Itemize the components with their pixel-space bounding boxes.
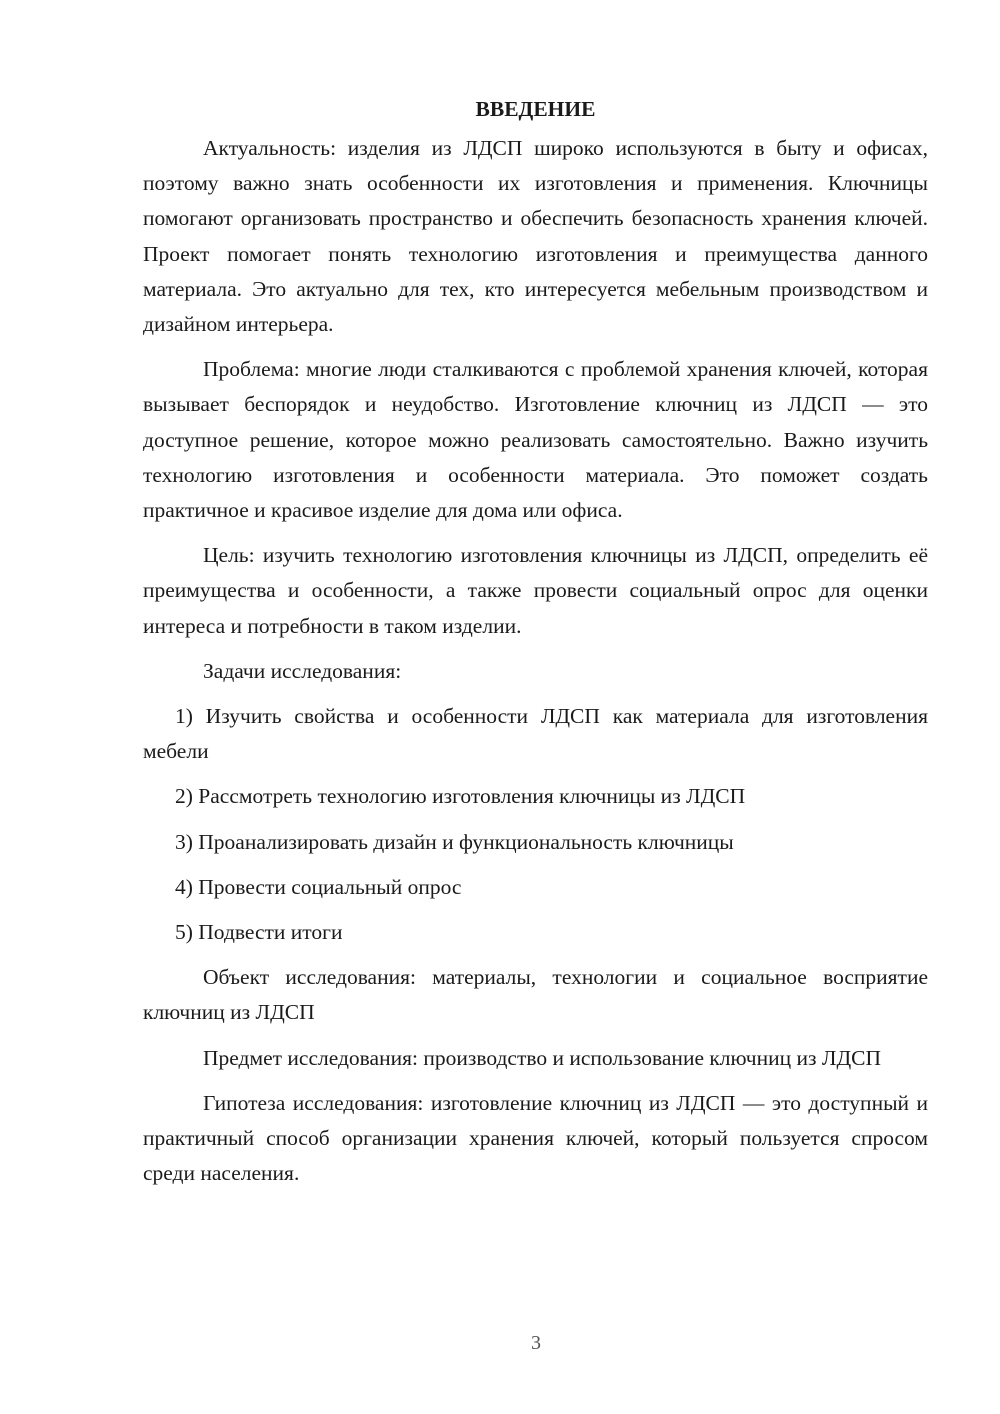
task-item-1: 1) Изучить свойства и особенности ЛДСП как материала для изготовления мебели bbox=[143, 704, 928, 764]
hypothesis-paragraph: Гипотеза исследования: изготовление ключниц из ЛДСП — это доступный и практичный способ организации хранения ключей, который пользуется спросом среди населения. bbox=[143, 1090, 928, 1186]
task-item-2: 2) Рассмотреть технологию изготовления ключницы из ЛДСП bbox=[175, 784, 746, 809]
task-item-4: 4) Провести социальный опрос bbox=[175, 874, 462, 899]
object-paragraph: Объект исследования: материалы, технологии и социальное восприятие ключниц из ЛДСП bbox=[143, 965, 928, 1025]
tasks-heading: Задачи исследования: bbox=[203, 658, 402, 683]
relevance-paragraph: Актуальность: изделия из ЛДСП широко используются в быту и офисах, поэтому важно знать особенности их изготовления и применения. Ключницы помогают организовать пространство и обеспечить безопасность хранения ключей. Проект помогает понять технологию изготовления и преимущества данного материала. Это актуально для тех, кто интересуется мебельным производством и дизайном интерьера. bbox=[143, 136, 928, 337]
section-title: ВВЕДЕНИЕ bbox=[475, 97, 596, 121]
problem-paragraph: Проблема: многие люди сталкиваются с проблемой хранения ключей, которая вызывает беспорядок и неудобство. Изготовление ключниц из ЛДСП — это доступное решение, которое можно реализовать самостоятельно. Важно изучить технологию изготовления и особенности материала. Это поможет создать практичное и красивое изделие для дома или офиса. bbox=[143, 357, 928, 523]
goal-paragraph: Цель: изучить технологию изготовления ключницы из ЛДСП, определить её преимущества и особенности, а также провести социальный опрос для оценки интереса и потребности в таком изделии. bbox=[143, 543, 928, 638]
task-item-3: 3) Проанализировать дизайн и функциональность ключницы bbox=[175, 829, 734, 854]
page-number: 3 bbox=[531, 1332, 541, 1354]
task-item-5: 5) Подвести итоги bbox=[175, 920, 343, 945]
document-page bbox=[143, 92, 928, 1201]
subject-paragraph: Предмет исследования: производство и использование ключниц из ЛДСП bbox=[203, 1045, 881, 1070]
